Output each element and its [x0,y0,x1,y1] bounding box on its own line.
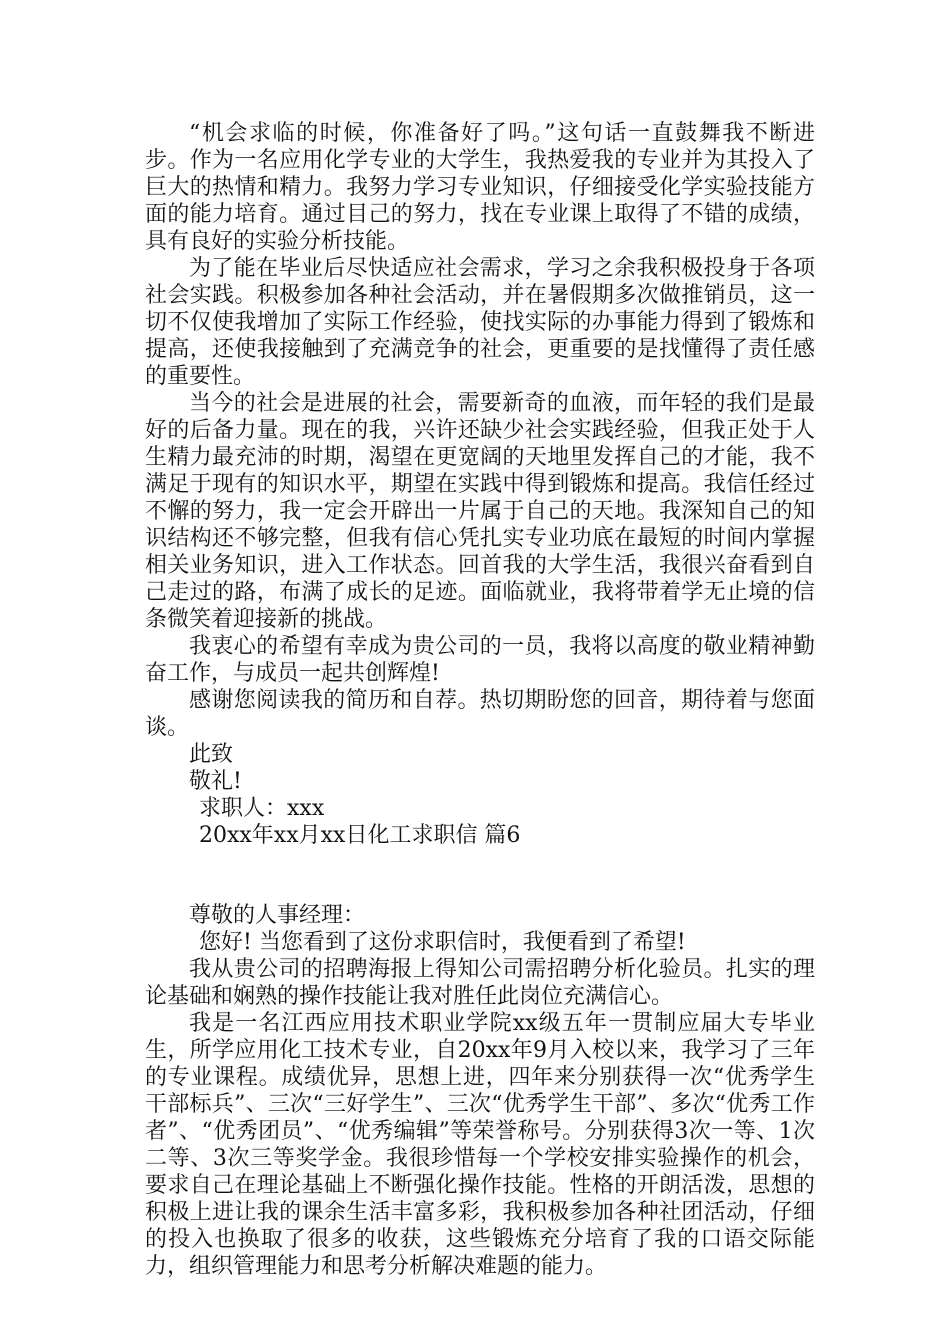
closing-line: 此致 [189,742,234,767]
paragraph-background: 我是一名江西应用技术职业学院xx级五年一贯制应届大专毕业生，所学应用化工技术专业，自20xx年9月入校以来，我学习了三年的专业课程。成绩优异，思想上进，四年来分别获得一次“优秀学生干部标兵”、三次“三好学生”、三次“优秀学生干部”、多次“优秀工作者”、“优秀团员”、“优秀编辑”等荣誉称号。分别获得3次一等、1次二等、3次三等奖学金。我很珍惜每一个学校安排实验操作的机会，要求自己在理论基础上不断强化操作技能。性格的开朗活泼，思想的积极上进让我的课余生活丰富多彩，我积极参加各种社团活动，仔细的投入也换取了很多的收获，这些锻炼充分培育了我的口语交际能力，组织管理能力和思考分析解决难题的能力。 [145,1011,815,1279]
letter-content [145,120,815,1280]
paragraph-hope: 我衷心的希望有幸成为贵公司的一员，我将以高度的敬业精神勤奋工作，与成员一起共创辉煌! [145,634,815,686]
date-heading-line: 20xx年xx月xx日化工求职信 篇6 [199,823,521,848]
section-gap [145,849,815,902]
paragraph-thanks: 感谢您阅读我的简历和自荐。热切期盼您的回音，期待着与您面谈。 [145,688,815,740]
paragraph-motto: “机会求临的时候，你准备好了吗。”这句话一直鼓舞我不断进步。作为一名应用化学专业的大学生，我热爱我的专业并为其投入了巨大的热情和精力。我努力学习专业知识，仔细接受化学实验技能方面的能力培育。通过目己的努力，找在专业课上取得了不错的成绩，具有良好的实验分析技能。 [145,121,815,254]
hello-line: 您好! 当您看到了这份求职信时，我便看到了希望! [199,930,686,955]
salute-line: 敬礼! [189,769,242,794]
signature-line: 求职人：xxx [199,796,325,821]
paragraph-recruitment: 我从贵公司的招聘海报上得知公司需招聘分析化验员。扎实的理论基础和娴熟的操作技能让我对胜任此岗位充满信心。 [145,957,815,1009]
paragraph-society: 当今的社会是进展的社会，需要新奇的血液，而年轻的我们是最好的后备力量。现在的我，兴许还缺少社会实践经验，但我正处于人生精力最充沛的时期，渴望在更宽阔的天地里发挥自己的才能，我不满足于现有的知识水平，期望在实践中得到锻炼和提高。我信任经过不懈的努力，我一定会开辟出一片属于自己的天地。我深知自己的知识结构还不够完整，但我有信心凭扎实专业功底在最短的时间内掌握相关业务知识，进入工作状态。回首我的大学生活，我很兴奋看到自己走过的路，布满了成长的足迹。面临就业，我将带着学无止境的信条微笑着迎接新的挑战。 [145,391,815,632]
paragraph-social-practice: 为了能在毕业后尽快适应社会需求，学习之余我积极投身于各项社会实践。积极参加各种社会活动，并在暑假期多次做推销员，这一切不仅使我增加了实际工作经验，使找实际的办事能力得到了锻炼和提高，还使我接触到了充满竞争的社会，更重要的是找懂得了责任感的重要性。 [145,256,815,389]
greeting-line: 尊敬的人事经理： [189,903,366,928]
